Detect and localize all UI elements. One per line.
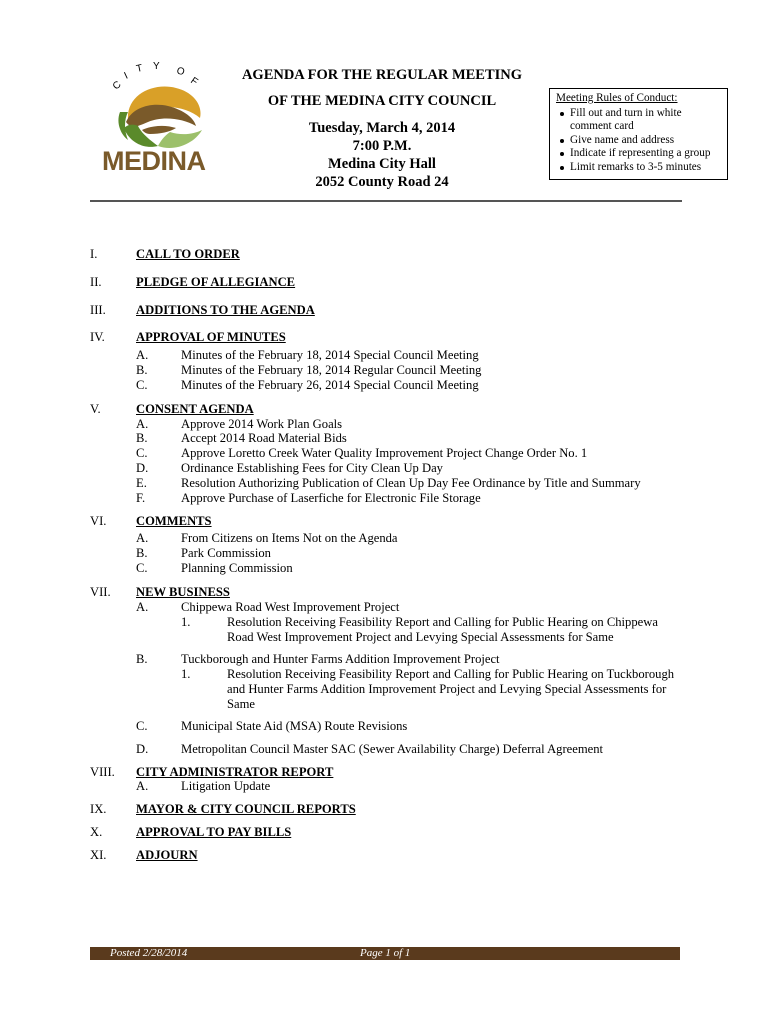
item-text: Minutes of the February 18, 2014 Special Council Meeting — [181, 348, 479, 362]
item-text: Tuckborough and Hunter Farms Addition Improvement Project — [181, 652, 500, 666]
item-text: Accept 2014 Road Material Bids — [181, 431, 347, 445]
section-number: III. — [90, 303, 106, 317]
section-number: VIII. — [90, 765, 115, 779]
page-footer — [90, 947, 680, 960]
rules-list — [556, 107, 721, 175]
logo-arc-letter: C — [110, 79, 124, 93]
header-title-line1: AGENDA FOR THE REGULAR MEETING — [241, 67, 523, 83]
subitem-text: Same — [227, 697, 255, 711]
item-text: Planning Commission — [181, 561, 293, 575]
item-letter: E. — [136, 476, 147, 490]
item-letter: A. — [136, 417, 149, 431]
item-text: Approve 2014 Work Plan Goals — [181, 417, 343, 431]
rule-item: Limit remarks to 3-5 minutes — [570, 161, 721, 175]
rule-item: Fill out and turn in white — [570, 107, 721, 121]
item-text: Litigation Update — [181, 779, 271, 793]
item-letter: B. — [136, 652, 148, 666]
item-letter: C. — [136, 561, 148, 575]
logo-wordmark: MEDINA — [102, 146, 206, 176]
subitem-text: Resolution Receiving Feasibility Report and Calling for Public Hearing on Tuckborough — [227, 667, 675, 681]
item-letter: C. — [136, 719, 148, 733]
section-title: NEW BUSINESS — [136, 585, 230, 599]
item-text: Minutes of the February 26, 2014 Special Council Meeting — [181, 378, 479, 392]
item-text: Municipal State Aid (MSA) Route Revisions — [181, 719, 408, 733]
section-title: PLEDGE OF ALLEGIANCE — [136, 275, 296, 289]
posted-date: Posted 2/28/2014 — [110, 947, 188, 959]
logo-graphic — [98, 60, 230, 178]
item-letter: B. — [136, 363, 148, 377]
section-title: MAYOR & CITY COUNCIL REPORTS — [136, 802, 356, 816]
logo-arc-letter: I — [122, 70, 130, 82]
section-number: II. — [90, 275, 102, 289]
item-text: Metropolitan Council Master SAC (Sewer Availability Charge) Deferral Agreement — [181, 742, 604, 756]
item-letter: C. — [136, 446, 148, 460]
logo-arc-letter: O — [175, 65, 186, 79]
item-text: Approve Purchase of Laserfiche for Electronic File Storage — [181, 491, 481, 505]
item-letter: A. — [136, 779, 149, 793]
section-title: APPROVAL OF MINUTES — [136, 330, 286, 344]
section-title: CITY ADMINISTRATOR REPORT — [136, 765, 334, 779]
item-text: Chippewa Road West Improvement Project — [181, 600, 400, 614]
item-letter: B. — [136, 546, 148, 560]
logo-arc-letter: F — [188, 75, 200, 88]
section-title: CONSENT AGENDA — [136, 402, 254, 416]
item-letter: D. — [136, 742, 149, 756]
subitem-text: Road West Improvement Project and Levying Special Assessments for Same — [227, 630, 614, 644]
subitem-number: 1. — [181, 615, 191, 629]
section-number: V. — [90, 402, 101, 416]
item-text: Approve Loretto Creek Water Quality Improvement Project Change Order No. 1 — [181, 446, 588, 460]
header-divider — [90, 200, 682, 202]
item-letter: C. — [136, 378, 148, 392]
meeting-location: Medina City Hall — [328, 156, 436, 172]
item-text: From Citizens on Items Not on the Agenda — [181, 531, 398, 545]
section-title: COMMENTS — [136, 514, 212, 528]
item-text: Minutes of the February 18, 2014 Regular Council Meeting — [181, 363, 482, 377]
logo-arc-letter: Y — [153, 61, 160, 72]
section-number: IX. — [90, 802, 107, 816]
page-number: Page 1 of 1 — [360, 947, 411, 959]
meeting-address: 2052 County Road 24 — [315, 174, 449, 190]
item-letter: D. — [136, 461, 149, 475]
section-title: ADDITIONS TO THE AGENDA — [136, 303, 315, 317]
section-number: XI. — [90, 848, 107, 862]
section-number: IV. — [90, 330, 105, 344]
item-letter: F. — [136, 491, 146, 505]
item-letter: A. — [136, 531, 149, 545]
rule-item: Give name and address — [570, 134, 721, 148]
subitem-text: and Hunter Farms Addition Improvement Project and Levying Special Assessments for — [227, 682, 667, 696]
section-number: VI. — [90, 514, 107, 528]
header-title-line2: OF THE MEDINA CITY COUNCIL — [267, 93, 497, 109]
item-letter: A. — [136, 348, 149, 362]
meeting-time: 7:00 P.M. — [352, 138, 412, 154]
subitem-number: 1. — [181, 667, 191, 681]
rule-item-continuation: comment card — [570, 120, 634, 133]
meeting-date: Tuesday, March 4, 2014 — [308, 120, 456, 136]
section-title: ADJOURN — [136, 848, 198, 862]
item-letter: A. — [136, 600, 149, 614]
item-text: Resolution Authorizing Publication of Clean Up Day Fee Ordinance by Title and Summary — [181, 476, 641, 490]
item-text: Ordinance Establishing Fees for City Clean Up Day — [181, 461, 443, 475]
section-number: X. — [90, 825, 103, 839]
section-title: CALL TO ORDER — [136, 247, 240, 261]
section-title: APPROVAL TO PAY BILLS — [136, 825, 292, 839]
section-number: VII. — [90, 585, 111, 599]
item-letter: B. — [136, 431, 148, 445]
item-text: Park Commission — [181, 546, 271, 560]
city-of-medina-logo — [98, 60, 230, 178]
meeting-rules-box — [549, 88, 728, 180]
logo-arc-letter: T — [135, 62, 144, 75]
rules-title: Meeting Rules of Conduct: — [556, 92, 678, 104]
rule-item: Indicate if representing a group — [570, 147, 721, 161]
agenda-header — [232, 66, 532, 191]
subitem-text: Resolution Receiving Feasibility Report and Calling for Public Hearing on Chippewa — [227, 615, 658, 629]
section-number: I. — [90, 247, 98, 261]
